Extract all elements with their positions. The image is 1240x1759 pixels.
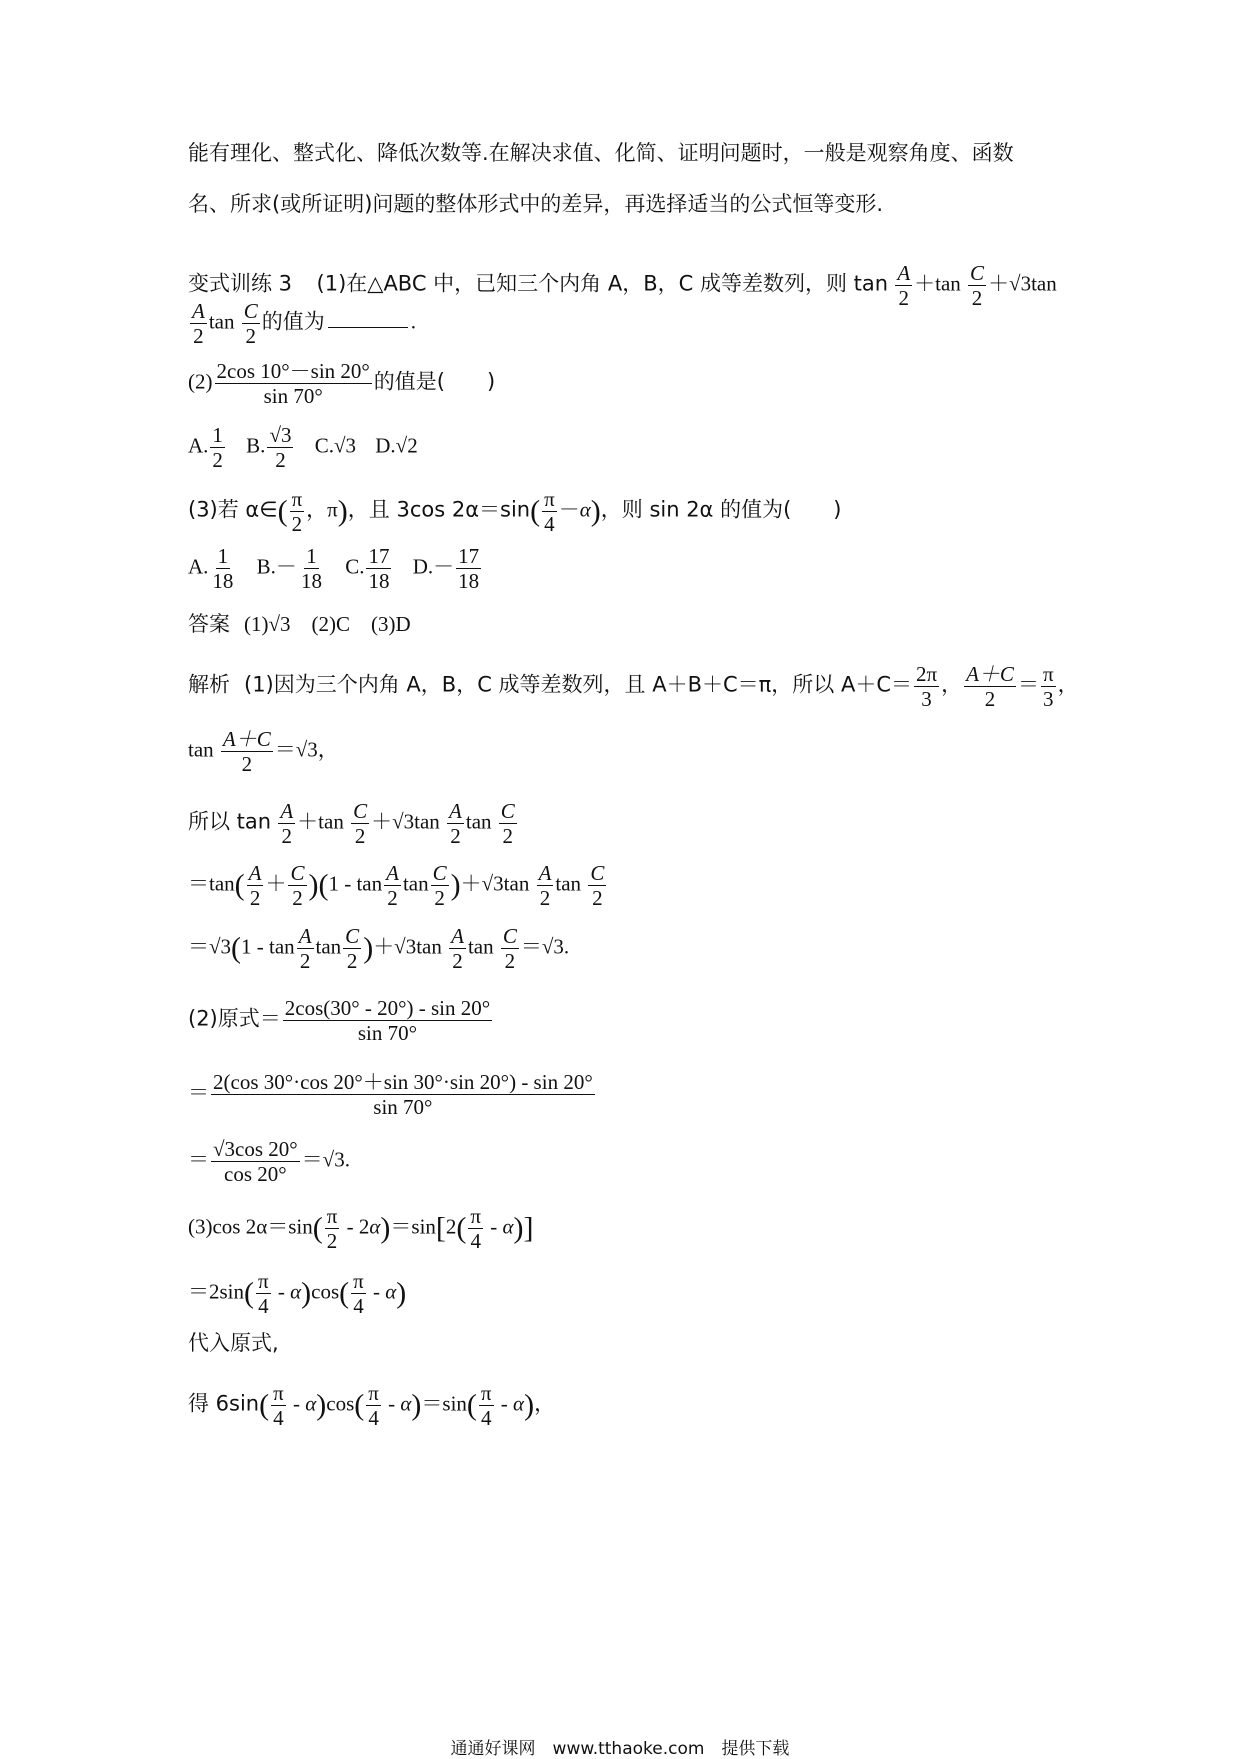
solution-line-4: ＝tan( $\frac{A}{2}$ ＋ $\frac{C}{2}$ )(1 - tan $\frac{A}{2}$ tan $\frac{C}{2}$ )＋√3tan $\frac{A}{2}$ tan $\frac{C}{2}$ <box>188 861 605 911</box>
answer-line <box>188 614 411 635</box>
solution-line-5: ＝√3(1 - tan $\frac{A}{2}$ tan $\frac{C}{2}$ )＋√3tan $\frac{A}{2}$ tan $\frac{C}{2}$ ＝√3. <box>188 924 570 974</box>
exercise-label: 变式训练 3 <box>188 271 293 296</box>
solution-line-1: 解析 (1)因为三个内角 A，B，C 成等差数列，且 A＋B＋C＝π，所以 A＋C＝ $\frac{2\pi}{3}$ ， $\frac{A+C}{2}$ ＝ $\frac{\pi}{3}$ ， <box>188 662 1079 712</box>
q3-options: A. $\frac{1}{18}$ B.－ $\frac{1}{18}$ C. $\frac{17}{18}$ D.－ $\frac{17}{18}$ <box>188 544 480 594</box>
answer-label: 答案 <box>188 612 230 636</box>
solution-2-line-3: ＝ $\frac{√3\cos 20^\circ}{\cos 20^\circ}$ ＝√3. <box>188 1137 350 1187</box>
exercise-q3: (3)若 α∈( $\frac{\pi}{2}$ ，π)，且 3cos 2α＝sin( $\frac{\pi}{4}$ －α)，则 sin 2α 的值为( ) <box>188 487 842 537</box>
solution-line-2: tan $\frac{A+C}{2}$ ＝√3， <box>188 727 339 777</box>
solution-2-line-2: ＝ $\frac{2(\cos 30^\circ\cdot\cos 20^\circ+\sin 30^\circ\cdot\sin 20^\circ) - \sin 20^\circ}{\sin 70^\circ}$ <box>188 1070 593 1120</box>
page-footer: 通通好课网 www.tthaoke.com 提供下载 <box>450 1739 790 1759</box>
q2-denominator: sin 70° <box>263 384 323 409</box>
solution-3-line-3: 得 6sin( $\frac{\pi}{4}$ - α)cos( $\frac{\pi}{4}$ - α)＝sin( $\frac{\pi}{4}$ - α)， <box>188 1381 556 1431</box>
substitute-label: 代入原式, <box>188 1331 279 1355</box>
exercise-q1-cont: $\frac{A}{2}$ tan $\frac{C}{2}$ 的值为 . <box>192 299 416 349</box>
intro-line-2: 名、所求(或所证明)问题的整体形式中的差异，再选择适当的公式恒等变形. <box>188 192 884 216</box>
exercise-q1-text: (1)在△ABC 中，已知三个内角 A，B，C 成等差数列，则 tan <box>316 271 889 296</box>
solution-2-line-1: (2)原式＝ $\frac{2\cos(30^\circ - 20^\circ) - \sin 20^\circ}{\sin 70^\circ}$ <box>188 996 491 1046</box>
q2-numerator: 2cos 10°－sin 20° <box>216 359 370 383</box>
intro-line-1: 能有理化、整式化、降低次数等.在解决求值、化简、证明问题时，一般是观察角度、函数 <box>188 141 1014 165</box>
answer-text: (1)√3 (2)C (3)D <box>244 612 411 636</box>
exercise-q1: 变式训练 3 (1)在△ABC 中，已知三个内角 A，B，C 成等差数列，则 tan $\frac{A}{2}$ ＋tan $\frac{C}{2}$ ＋√3tan <box>188 261 1057 311</box>
q2-options: A. $\frac{1}{2}$ B. $\frac{√3}{2}$ C.√3 D.√2 <box>188 423 418 473</box>
solution-3-line-2: ＝2sin( $\frac{\pi}{4}$ - α)cos( $\frac{\pi}{4}$ - α) <box>188 1269 407 1319</box>
solution-label: 解析 <box>188 672 230 697</box>
answer-blank <box>328 309 408 328</box>
solution-line-3: 所以 tan $\frac{A}{2}$ ＋tan $\frac{C}{2}$ ＋√3tan $\frac{A}{2}$ tan $\frac{C}{2}$ <box>188 799 515 849</box>
exercise-q2: (2) $\frac{2\cos 10^\circ-\sin 20^\circ}{\sin 70^\circ}$ 的值是( ) <box>188 359 496 409</box>
solution-3-line-1: (3)cos 2α＝sin( $\frac{\pi}{2}$ - 2α)＝sin[2( $\frac{\pi}{4}$ - α)] <box>188 1204 534 1254</box>
